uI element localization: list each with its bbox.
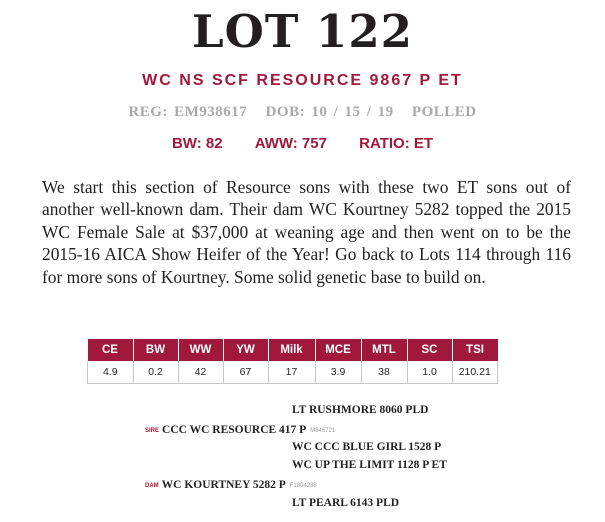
epd-header-yw: YW [223, 339, 268, 361]
polled-status: POLLED [411, 104, 477, 120]
pedigree-dam [145, 479, 317, 491]
epd-value-mtl: 38 [361, 361, 407, 384]
epd-header-mce: MCE [315, 339, 361, 361]
epd-header-row [88, 339, 498, 361]
adjusted-weaning-weight: AWW: 757 [254, 135, 327, 152]
ratio: RATIO: ET [359, 135, 434, 152]
epd-table [87, 339, 498, 384]
dam-label: DAM [145, 483, 159, 489]
performance-line [0, 135, 605, 152]
sire-registration: M846721 [310, 428, 336, 434]
epd-header-sc: SC [407, 339, 452, 361]
dam-registration: F1804288 [289, 483, 317, 489]
birth-weight: BW: 82 [171, 135, 223, 152]
sire-name: CCC WC RESOURCE 417 P [162, 424, 307, 436]
pedigree-sire-sire: LT RUSHMORE 8060 PLD [292, 404, 429, 416]
epd-value-row [88, 361, 498, 384]
animal-name: WC NS SCF RESOURCE 9867 P ET [142, 72, 463, 89]
epd-value-mce: 3.9 [315, 361, 361, 384]
epd-value-bw: 0.2 [133, 361, 178, 384]
registration-line [0, 104, 605, 121]
lot-title: LOT 122 [192, 5, 413, 58]
sire-label: SIRE [145, 428, 160, 434]
epd-value-ww: 42 [178, 361, 223, 384]
epd-header-ww: WW [178, 339, 223, 361]
epd-header-mtl: MTL [361, 339, 407, 361]
lot-description: We start this section of Resource sons with these two ET sons out of another well-known dam. Their dam WC Kourtney 5282 topped the 2015 WC Female Sale at $37,000 at weaning age and then went on to be the 2015-16 AICA Show Heifer of the Year! Go back to Lots 114 through 116 for more sons of Kourtney. Some solid genetic base to build on. [42, 177, 571, 287]
date-of-birth: DOB: 10 / 15 / 19 [265, 104, 394, 120]
dam-name: WC KOURTNEY 5282 P [161, 479, 286, 491]
epd-value-sc: 1.0 [407, 361, 452, 384]
epd-header-ce: CE [88, 339, 134, 361]
epd-header-tsi: TSI [452, 339, 498, 361]
epd-header-bw: BW [133, 339, 178, 361]
registration-number: REG: EM938617 [128, 104, 248, 120]
pedigree-sire [145, 424, 335, 436]
epd-header-milk: Milk [268, 339, 315, 361]
pedigree-dam-sire: WC UP THE LIMIT 1128 P ET [292, 459, 447, 471]
pedigree-sire-dam: WC CCC BLUE GIRL 1528 P [292, 441, 442, 453]
epd-value-tsi: 210.21 [452, 361, 498, 384]
epd-value-milk: 17 [268, 361, 315, 384]
pedigree-dam-dam: LT PEARL 6143 PLD [292, 497, 400, 509]
epd-value-yw: 67 [223, 361, 268, 384]
epd-value-ce: 4.9 [88, 361, 134, 384]
